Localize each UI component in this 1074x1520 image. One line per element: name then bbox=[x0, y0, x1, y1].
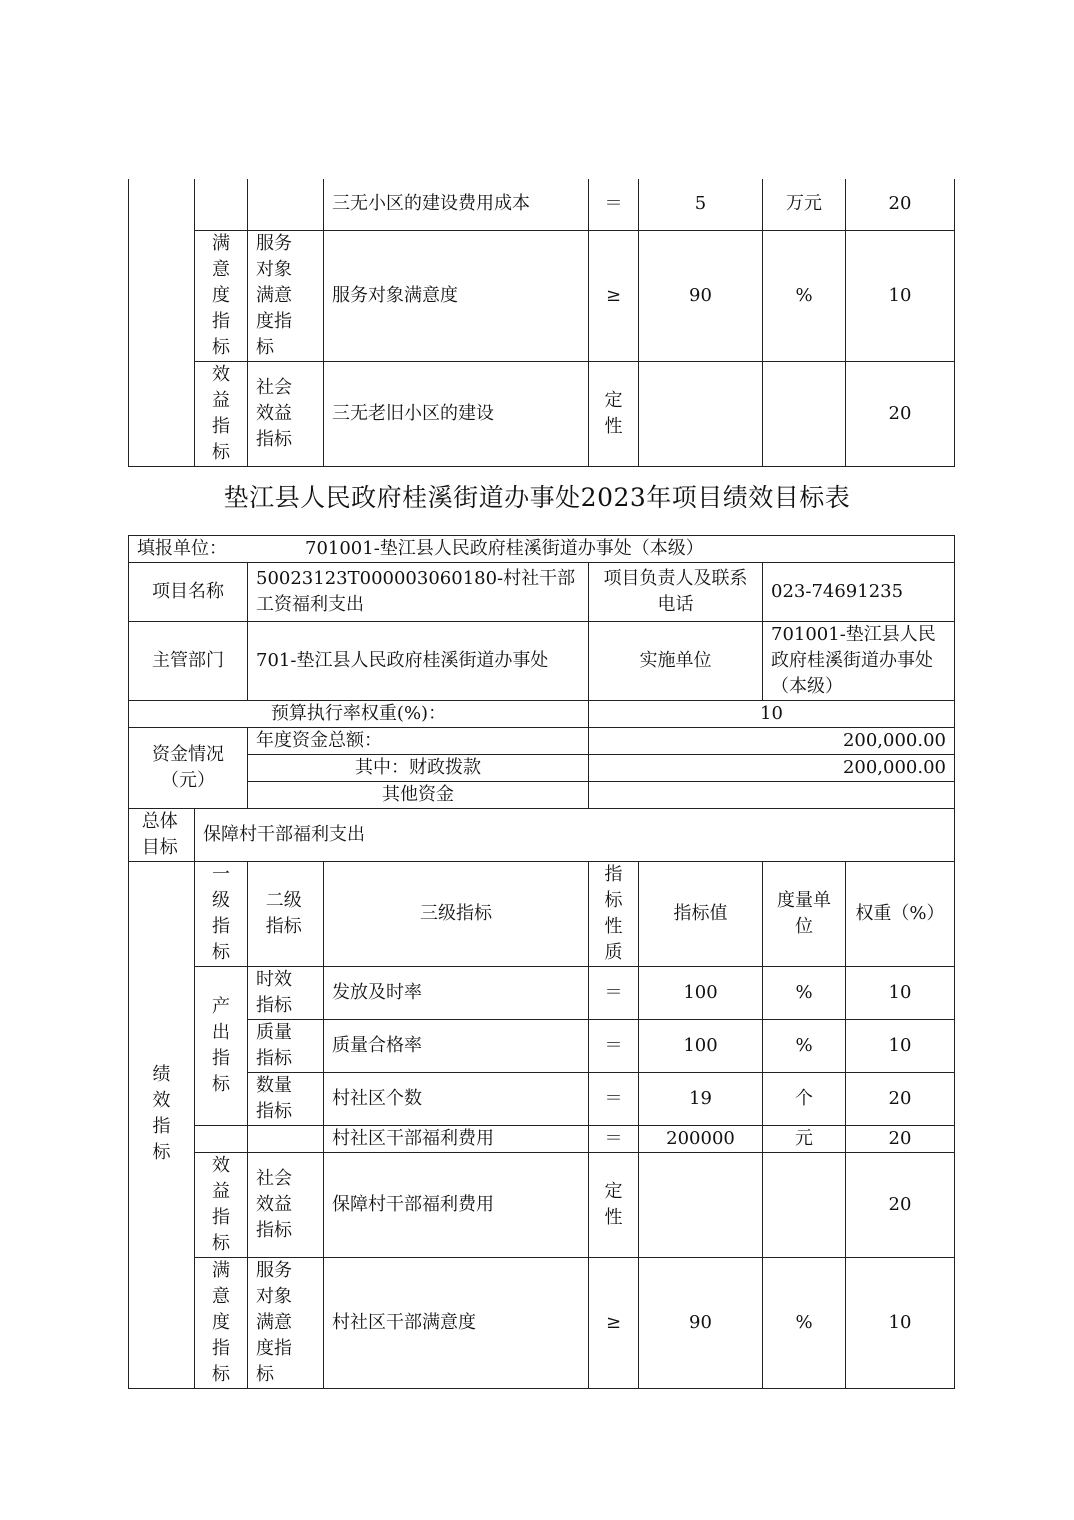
indicator-unit: % bbox=[763, 967, 846, 1020]
indicator-unit: 万元 bbox=[763, 179, 846, 230]
impl-unit-value: 701001-垫江县人民政府桂溪街道办事处（本级） bbox=[763, 622, 955, 701]
indicator-value: 200000 bbox=[639, 1126, 763, 1153]
indicator-name: 村社区干部福利费用 bbox=[324, 1126, 589, 1153]
perf-indicator-label: 绩效指标 bbox=[129, 862, 195, 1389]
indicator-weight: 10 bbox=[846, 967, 955, 1020]
budget-weight-label: 预算执行率权重(%)： bbox=[129, 701, 589, 728]
indicator-name: 村社区干部满意度 bbox=[324, 1258, 589, 1389]
project-name-label: 项目名称 bbox=[129, 563, 248, 622]
funds-row bbox=[129, 755, 955, 782]
indicator-value: 90 bbox=[639, 230, 763, 361]
performance-goal-table bbox=[128, 535, 955, 1389]
table-row: 效益指标 社会效益指标 保障村干部福利费用 定性 20 bbox=[129, 1153, 955, 1258]
indicator-nature: ＝ bbox=[589, 1073, 639, 1126]
fill-unit-row bbox=[129, 536, 955, 563]
funds-row bbox=[129, 782, 955, 809]
indicator-nature: ＝ bbox=[589, 1020, 639, 1073]
indicator-nature: 定性 bbox=[589, 1153, 639, 1258]
dept-label: 主管部门 bbox=[129, 622, 248, 701]
overall-goal-row bbox=[129, 809, 955, 862]
indicator-header-row bbox=[129, 862, 955, 967]
annual-total-label: 年度资金总额： bbox=[248, 728, 589, 755]
fill-unit-label: 填报单位： bbox=[137, 538, 227, 559]
header-level3: 三级指标 bbox=[324, 862, 589, 967]
indicator-name: 保障村干部福利费用 bbox=[324, 1153, 589, 1258]
header-level2: 二级指标 bbox=[248, 862, 324, 967]
fill-unit-value: 701001-垫江县人民政府桂溪街道办事处（本级） bbox=[305, 538, 704, 559]
dept-value: 701-垫江县人民政府桂溪街道办事处 bbox=[248, 622, 589, 701]
indicator-name: 服务对象满意度 bbox=[324, 230, 589, 361]
page-title: 垫江县人民政府桂溪街道办事处2023年项目绩效目标表 bbox=[223, 483, 851, 512]
indicator-nature: ≥ bbox=[589, 1258, 639, 1389]
overall-goal-value: 保障村干部福利支出 bbox=[195, 809, 955, 862]
header-unit: 度量单位 bbox=[763, 862, 846, 967]
indicator-value: 19 bbox=[639, 1073, 763, 1126]
fiscal-label: 其中：财政拨款 bbox=[248, 755, 589, 782]
indicator-nature: 定性 bbox=[589, 361, 639, 466]
dept-row bbox=[129, 622, 955, 701]
indicator-value: 100 bbox=[639, 967, 763, 1020]
indicator-value: 5 bbox=[639, 179, 763, 230]
output-indicator-label: 产出指标 bbox=[195, 967, 248, 1126]
table-row: 产出指标 时效指标 发放及时率 ＝ 100 % 10 bbox=[129, 967, 955, 1020]
indicator-nature: ＝ bbox=[589, 967, 639, 1020]
indicator-weight: 20 bbox=[846, 1073, 955, 1126]
indicator-unit: % bbox=[763, 230, 846, 361]
indicator-unit bbox=[763, 1153, 846, 1258]
project-name-value: 50023123T000003060180-村社干部工资福利支出 bbox=[248, 563, 589, 622]
project-leader-label: 项目负责人及联系电话 bbox=[589, 563, 763, 622]
table-row bbox=[129, 1126, 955, 1153]
indicator-value bbox=[639, 1153, 763, 1258]
indicator-value bbox=[639, 361, 763, 466]
indicator-weight: 20 bbox=[846, 361, 955, 466]
funds-row bbox=[129, 728, 955, 755]
table-row: 质量指标 质量合格率 ＝ 100 % 10 bbox=[129, 1020, 955, 1073]
indicator-nature: ≥ bbox=[589, 230, 639, 361]
indicator-name: 三无小区的建设费用成本 bbox=[324, 179, 589, 230]
project-leader-value: 023-74691235 bbox=[763, 563, 955, 622]
table-row: 数量指标 村社区个数 ＝ 19 个 20 bbox=[129, 1073, 955, 1126]
header-level1: 一级指标 bbox=[195, 862, 248, 967]
indicator-weight: 20 bbox=[846, 1153, 955, 1258]
fiscal-value: 200,000.00 bbox=[589, 755, 955, 782]
table-row bbox=[129, 179, 955, 230]
overall-goal-label: 总体目标 bbox=[129, 809, 195, 862]
indicator-name: 三无老旧小区的建设 bbox=[324, 361, 589, 466]
indicator-nature: ＝ bbox=[589, 1126, 639, 1153]
other-funds-value bbox=[589, 782, 955, 809]
indicator-name: 发放及时率 bbox=[324, 967, 589, 1020]
table-row: 满意度指标 服务对象满意度指标 服务对象满意度 ≥ 90 % 10 bbox=[129, 230, 955, 361]
header-value: 指标值 bbox=[639, 862, 763, 967]
indicator-weight: 20 bbox=[846, 1126, 955, 1153]
indicator-unit: % bbox=[763, 1258, 846, 1389]
budget-weight-value: 10 bbox=[589, 701, 955, 728]
indicator-unit: 个 bbox=[763, 1073, 846, 1126]
indicator-weight: 10 bbox=[846, 230, 955, 361]
budget-weight-row bbox=[129, 701, 955, 728]
indicator-value: 100 bbox=[639, 1020, 763, 1073]
indicator-name: 村社区个数 bbox=[324, 1073, 589, 1126]
annual-total-value: 200,000.00 bbox=[589, 728, 955, 755]
impl-unit-label: 实施单位 bbox=[589, 622, 763, 701]
header-nature: 指标性质 bbox=[589, 862, 639, 967]
continued-indicator-table bbox=[128, 179, 955, 467]
indicator-nature: ＝ bbox=[589, 179, 639, 230]
project-name-row bbox=[129, 563, 955, 622]
funds-label: 资金情况（元） bbox=[129, 728, 248, 809]
indicator-weight: 10 bbox=[846, 1258, 955, 1389]
other-funds-label: 其他资金 bbox=[248, 782, 589, 809]
table-row: 满意度指标 服务对象满意度指标 村社区干部满意度 ≥ 90 % 10 bbox=[129, 1258, 955, 1389]
table-row: 效益指标 社会效益指标 三无老旧小区的建设 定性 20 bbox=[129, 361, 955, 466]
indicator-unit bbox=[763, 361, 846, 466]
header-weight: 权重（%） bbox=[846, 862, 955, 967]
indicator-weight: 20 bbox=[846, 179, 955, 230]
indicator-value: 90 bbox=[639, 1258, 763, 1389]
indicator-weight: 10 bbox=[846, 1020, 955, 1073]
indicator-name: 质量合格率 bbox=[324, 1020, 589, 1073]
indicator-unit: % bbox=[763, 1020, 846, 1073]
perf-label-cell bbox=[129, 179, 195, 466]
indicator-unit: 元 bbox=[763, 1126, 846, 1153]
